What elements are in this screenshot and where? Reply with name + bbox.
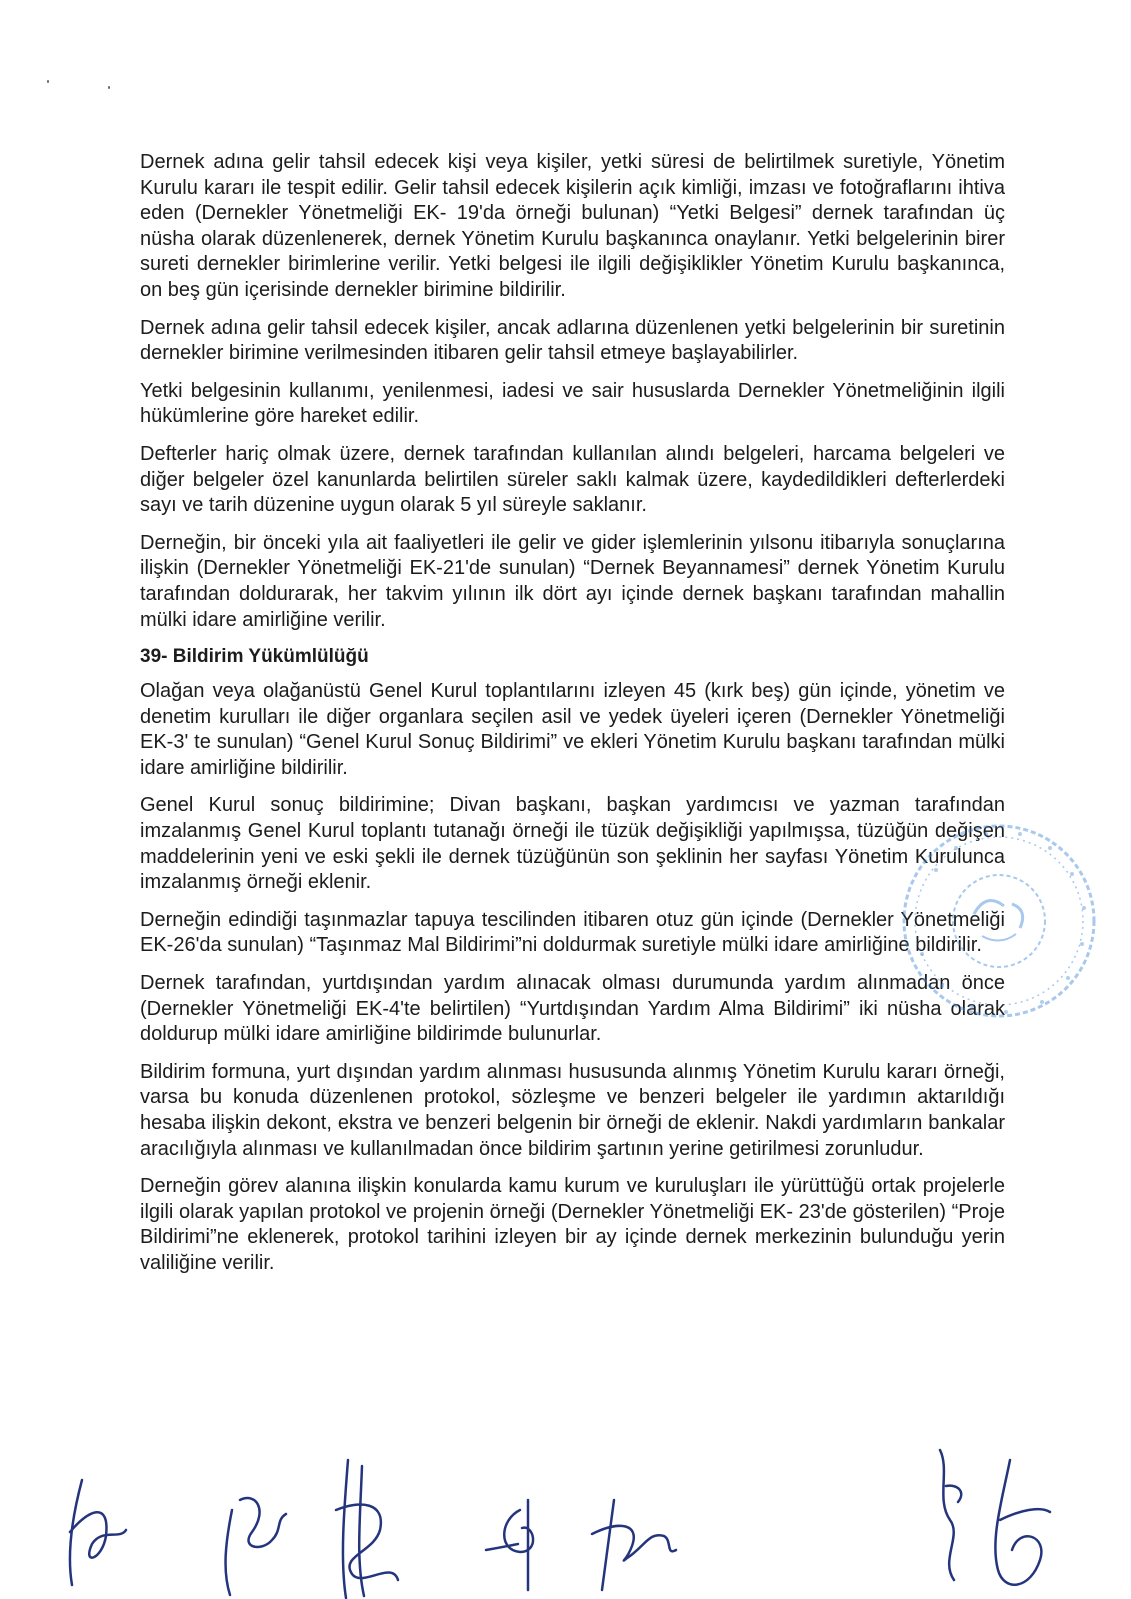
signature [226,1498,286,1595]
signature [486,1500,533,1590]
document-body [140,150,1005,1289]
paragraph: Derneğin edindiği taşınmazlar tapuya tescilinden itibaren otuz gün içinde (Dernekler Yönetmeliği EK-26'da sunulan) “Taşınmaz Mal Bildirimi”ni doldurmak suretiyle mülki idare amirliğine bildirilir. [140,908,1005,957]
signature [995,1460,1050,1585]
paragraph: Derneğin görev alanına ilişkin konularda kamu kurum ve kuruluşları ile yürüttüğü ortak projelerle ilgili olarak yapılan protokol ve projenin örneği (Dernekler Yönetmeliği EK- 23'de gösterilen) “Proje Bildirimi”ne eklenerek, protokol tarihini izleyen bir ay içinde dernek merkezinin bulunduğu yerin valiliğine verilir. [140,1175,1005,1274]
signatures-row [0,1440,1131,1599]
paragraph: Dernek adına gelir tahsil edecek kişiler, ancak adlarına düzenlenen yetki belgelerinin bir suretinin dernekler birimine verilmesinden itibaren gelir tahsil etmeye başlayabilirler. [140,316,1005,365]
signature [940,1450,961,1580]
paragraph: Yetki belgesinin kullanımı, yenilenmesi, iadesi ve sair hususlarda Dernekler Yönetmeliğinin ilgili hükümlerine göre hareket edilir. [140,379,1005,428]
scan-speck [47,80,49,83]
round-seal-stamp [896,818,1102,1024]
paragraph: Bildirim formuna, yurt dışından yardım alınması hususunda alınmış Yönetim Kurulu kararı örneği, varsa bu konuda düzenlenen protokol, sözleşme ve benzeri belgeler ile yardımın aktarıldığı hesaba ilişkin dekont, ekstra ve benzeri belgenin bir örneği de eklenir. Nakdi yardımların bankalar aracılığıyla alınması ve kullanılmadan önce bildirim şartının yerine getirilmesi zorunludur. [140,1060,1005,1160]
signature [592,1500,676,1590]
paragraph: Defterler hariç olmak üzere, dernek tarafından kullanılan alındı belgeleri, harcama belgeleri ve diğer belgeler özel kanunlarda belirtilen süreler saklı kalmak üzere, kaydedildikleri defterlerdeki sayı ve tarih düzenine uygun olarak 5 yıl süreyle saklanır. [140,442,1005,517]
paragraph: Olağan veya olağanüstü Genel Kurul toplantılarını izleyen 45 (kırk beş) gün içinde, yönetim ve denetim kurulları ile diğer organlara seçilen asil ve yedek üyeleri içeren (Dernekler Yönetmeliği EK-3' te sunulan) “Genel Kurul Sonuç Bildirimi” ve ekleri Yönetim Kurulu başkanı tarafından mülki idare amirliğine bildirilir. [140,680,1005,779]
paragraph: Derneğin, bir önceki yıla ait faaliyetleri ile gelir ve gider işlemlerinin yılsonu itibarıyla sonuçlarına ilişkin (Dernekler Yönetmeliği EK-21'de sunulan) “Dernek Beyannamesi” dernek Yönetim Kurulu tarafından doldurarak, her takvim yılının ilk dört ayı içinde dernek başkanı tarafından mahallin mülki idare amirliğine verilir. [140,531,1005,631]
signature [70,1480,126,1585]
scan-speck [108,86,110,89]
paragraph: Genel Kurul sonuç bildirimine; Divan başkanı, başkan yardımcısı ve yazman tarafından imzalanmış Genel Kurul toplantı tutanağı örneği ile tüzük değişikliği yapılmışsa, tüzüğün değişen maddelerinin yeni ve eski şekli ile dernek tüzüğünün son şeklinin her sayfası Yönetim Kurulunca imzalanmış örneği eklenir. [140,794,1005,894]
paragraph: Dernek adına gelir tahsil edecek kişi veya kişiler, yetki süresi de belirtilmek suretiyle, Yönetim Kurulu kararı ile tespit edilir. Gelir tahsil edecek kişilerin açık kimliği, imzası ve fotoğraflarını ihtiva eden (Dernekler Yönetmeliği EK- 19'da örneği bulunan) “Yetki Belgesi” dernek tarafından üç nüsha olarak düzenlenerek, dernek Yönetim Kurulu başkanınca onaylanır. Yetki belgelerinin birer sureti dernekler birimlerine verilir. Yetki belgesi ile ilgili değişiklikler Yönetim Kurulu başkanınca, on beş gün içerisinde dernekler birimine bildirilir. [140,151,1005,301]
section-heading: 39- Bildirim Yükümlülüğü [140,646,369,668]
signature [336,1460,398,1598]
paragraph: Dernek tarafından, yurtdışından yardım alınacak olması durumunda yardım alınmadan önce (Dernekler Yönetmeliği EK-4'te belirtilen) “Yurtdışından Yardım Alma Bildirimi” iki nüsha olarak doldurup mülki idare amirliğine bildirimde bulunurlar. [140,972,1005,1046]
